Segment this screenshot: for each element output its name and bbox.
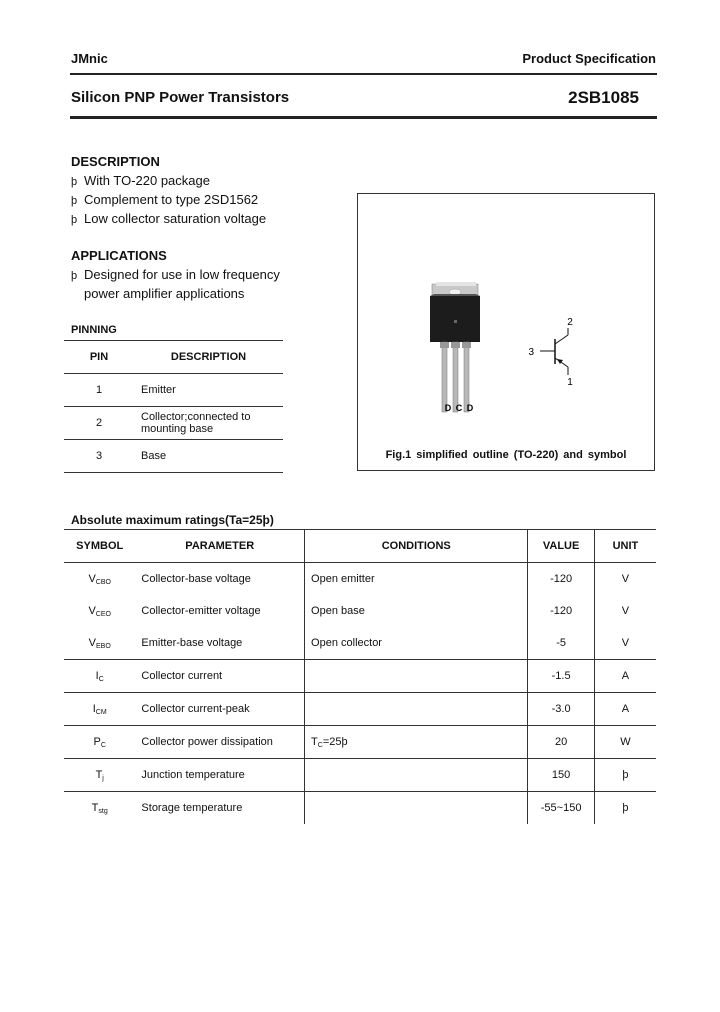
table-row xyxy=(64,693,656,726)
pin-number: 1 xyxy=(95,384,103,396)
value-column-header: VALUE xyxy=(528,530,594,563)
description-item xyxy=(71,211,266,226)
table-row xyxy=(64,374,283,407)
header-divider-top xyxy=(70,73,657,75)
pin-description-line2: mounting base xyxy=(141,423,214,435)
table-row xyxy=(64,440,283,473)
table-row xyxy=(64,660,656,693)
ratings-table xyxy=(64,529,656,824)
table-row xyxy=(64,627,656,660)
conditions-cell xyxy=(305,759,528,792)
unit-cell: þ xyxy=(594,792,656,825)
unit-cell: V xyxy=(594,595,656,627)
symbol-emitter-label: 1 xyxy=(567,377,573,388)
description-item xyxy=(71,173,210,188)
value-cell: -120 xyxy=(528,563,594,596)
pin-description: Emitter xyxy=(141,384,176,396)
parameter-cell: Collector-base voltage xyxy=(141,573,251,585)
symbol-cell: $V_{CBO}$ xyxy=(88,572,111,586)
parameter-cell: Junction temperature xyxy=(135,759,304,792)
symbol-cell: $V_{CEO}$ xyxy=(88,604,111,618)
pin-number: 3 xyxy=(95,450,103,462)
applications-heading: APPLICATIONS xyxy=(71,248,167,263)
pin-column-header: PIN xyxy=(89,351,109,363)
company-name: JMnic xyxy=(71,51,108,66)
pin-letter-middle: C xyxy=(455,403,463,413)
conditions-column-header: CONDITIONS xyxy=(305,530,528,563)
table-row xyxy=(64,726,656,759)
bullet-mark: þ xyxy=(71,176,78,188)
parameter-cell: Collector-emitter voltage xyxy=(141,605,261,617)
applications-item xyxy=(71,267,280,282)
product-title: Silicon PNP Power Transistors xyxy=(71,89,290,106)
table-row xyxy=(64,407,283,440)
figure-caption: Fig.1 simplified outline (TO-220) and symbol xyxy=(385,449,627,461)
description-heading: DESCRIPTION xyxy=(71,154,160,169)
description-item xyxy=(71,192,258,207)
parameter-cell: Collector current xyxy=(135,660,304,693)
symbol-cell: $T_{stg}$ xyxy=(64,792,135,825)
symbol-collector-label: 2 xyxy=(567,317,573,328)
pnp-transistor-symbol xyxy=(358,194,654,444)
value-cell: -120 xyxy=(528,595,594,627)
pin-description xyxy=(134,407,283,440)
conditions-cell: $T_C=25þ$ xyxy=(305,726,528,759)
symbol-cell: $V_{EBO}$ xyxy=(88,636,111,650)
figure-box xyxy=(357,193,655,471)
symbol-cell: $I_C$ xyxy=(64,660,135,693)
conditions-cell: Open emitter xyxy=(305,563,528,596)
value-cell: -5 xyxy=(528,627,594,660)
conditions-cell: Open base xyxy=(305,595,528,627)
symbol-cell: $I_{CM}$ xyxy=(64,693,135,726)
unit-cell: W xyxy=(594,726,656,759)
applications-text: Designed for use in low frequency xyxy=(84,267,280,282)
description-text: Low collector saturation voltage xyxy=(84,211,267,226)
parameter-cell: Collector power dissipation xyxy=(135,726,304,759)
pin-number: 2 xyxy=(95,417,103,429)
value-cell: -55~150 xyxy=(528,792,594,825)
description-text: Complement to type 2SD1562 xyxy=(84,192,259,207)
description-text: With TO-220 package xyxy=(84,173,210,188)
unit-cell: þ xyxy=(594,759,656,792)
value-cell: -1.5 xyxy=(528,660,594,693)
conditions-cell xyxy=(305,792,528,825)
conditions-cell: Open collector xyxy=(305,627,528,660)
ratings-header-row xyxy=(64,530,656,563)
pin-description-line1: Collector;connected to xyxy=(141,411,251,423)
pinning-heading: PINNING xyxy=(71,324,117,336)
symbol-column-header: SYMBOL xyxy=(64,530,135,563)
unit-column-header: UNIT xyxy=(594,530,656,563)
pin-description: Base xyxy=(141,450,167,462)
table-row xyxy=(64,792,656,825)
document-type: Product Specification xyxy=(522,51,656,66)
bullet-mark: þ xyxy=(71,195,78,207)
parameter-cell: Collector current-peak xyxy=(135,693,304,726)
table-row xyxy=(64,595,656,627)
table-row xyxy=(64,563,656,596)
applications-item-continued: power amplifier applications xyxy=(84,286,245,301)
symbol-cell: $T_j$ xyxy=(64,759,135,792)
parameter-cell: Storage temperature xyxy=(135,792,304,825)
description-column-header: DESCRIPTION xyxy=(170,351,247,363)
parameter-column-header: PARAMETER xyxy=(135,530,304,563)
bullet-mark: þ xyxy=(71,270,78,282)
pinning-header-row xyxy=(64,341,283,374)
parameter-cell: Emitter-base voltage xyxy=(141,637,243,649)
bullet-mark: þ xyxy=(71,214,78,226)
ratings-heading: Absolute maximum ratings(Ta=25þ) xyxy=(71,513,274,527)
conditions-cell xyxy=(305,693,528,726)
symbol-base-label: 3 xyxy=(528,347,534,358)
unit-cell: A xyxy=(594,660,656,693)
conditions-cell xyxy=(305,660,528,693)
symbol-cell: $P_C$ xyxy=(64,726,135,759)
unit-cell: V xyxy=(594,563,656,596)
unit-cell: A xyxy=(594,693,656,726)
pin-letter-left: D xyxy=(444,403,452,413)
table-row xyxy=(64,759,656,792)
unit-cell: V xyxy=(594,627,656,660)
header-divider-bottom xyxy=(70,116,657,119)
value-cell: 20 xyxy=(528,726,594,759)
pin-letter-right: D xyxy=(466,403,474,413)
value-cell: 150 xyxy=(528,759,594,792)
pinning-table xyxy=(64,340,283,473)
value-cell: -3.0 xyxy=(528,693,594,726)
part-number: 2SB1085 xyxy=(568,88,639,107)
